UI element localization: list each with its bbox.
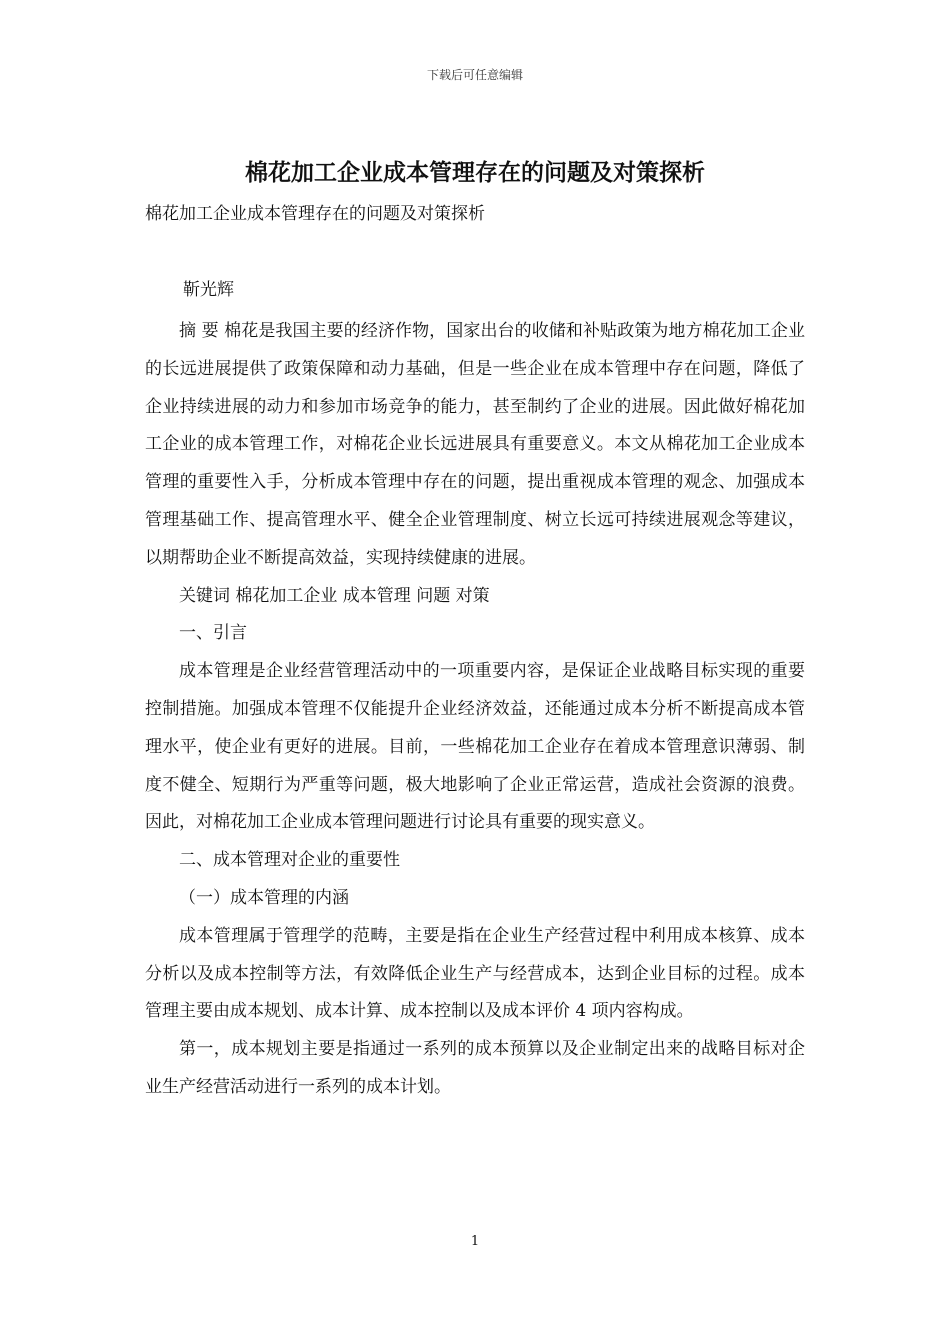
abstract-paragraph: 摘 要 棉花是我国主要的经济作物，国家出台的收储和补贴政策为地方棉花加工企业的长远进展提供了政策保障和动力基础，但是一些企业在成本管理中存在问题，降低了企业持续进展的动力和参加市场竞争的能力，甚至制约了企业的进展。因此做好棉花加工企业的成本管理工作，对棉花企业长远进展具有重要意义。本文从棉花加工企业成本管理的重要性入手，分析成本管理中存在的问题，提出重视成本管理的观念、加强成本管理基础工作、提高管理水平、健全企业管理制度、树立长远可持续进展观念等建议，以期帮助企业不断提高效益，实现持续健康的进展。 — [145, 321, 805, 568]
cost-planning-paragraph: 第一，成本规划主要是指通过一系列的成本预算以及企业制定出来的战略目标对企业生产经营活动进行一系列的成本计划。 — [145, 1039, 805, 1097]
document-body — [145, 313, 805, 1107]
keywords-line: 关键词 棉花加工企业 成本管理 问题 对策 — [179, 585, 490, 606]
section-heading-introduction: 一、引言 — [179, 623, 247, 644]
connotation-paragraph: 成本管理属于管理学的范畴，主要是指在企业生产经营过程中利用成本核算、成本分析以及成本控制等方法，有效降低企业生产与经营成本，达到企业目标的过程。成本管理主要由成本规划、成本计算、成本控制以及成本评价 4 项内容构成。 — [145, 925, 805, 1022]
document-title: 棉花加工企业成本管理存在的问题及对策探析 — [245, 159, 705, 186]
section-heading-importance: 二、成本管理对企业的重要性 — [179, 850, 400, 871]
introduction-paragraph: 成本管理是企业经营管理活动中的一项重要内容，是保证企业战略目标实现的重要控制措施。加强成本管理不仅能提升企业经济效益，还能通过成本分析不断提高成本管理水平，使企业有更好的进展。目前，一些棉花加工企业存在着成本管理意识薄弱、制度不健全、短期行为严重等问题，极大地影响了企业正常运营，造成社会资源的浪费。因此，对棉花加工企业成本管理问题进行讨论具有重要的现实意义。 — [145, 661, 805, 833]
document-subtitle: 棉花加工企业成本管理存在的问题及对策探析 — [145, 204, 485, 224]
author-name: 靳光辉 — [183, 280, 234, 300]
page-number: 1 — [470, 1234, 480, 1249]
page-header-note: 下载后可任意编辑 — [426, 68, 523, 82]
subsection-heading-connotation: （一）成本管理的内涵 — [179, 887, 349, 908]
